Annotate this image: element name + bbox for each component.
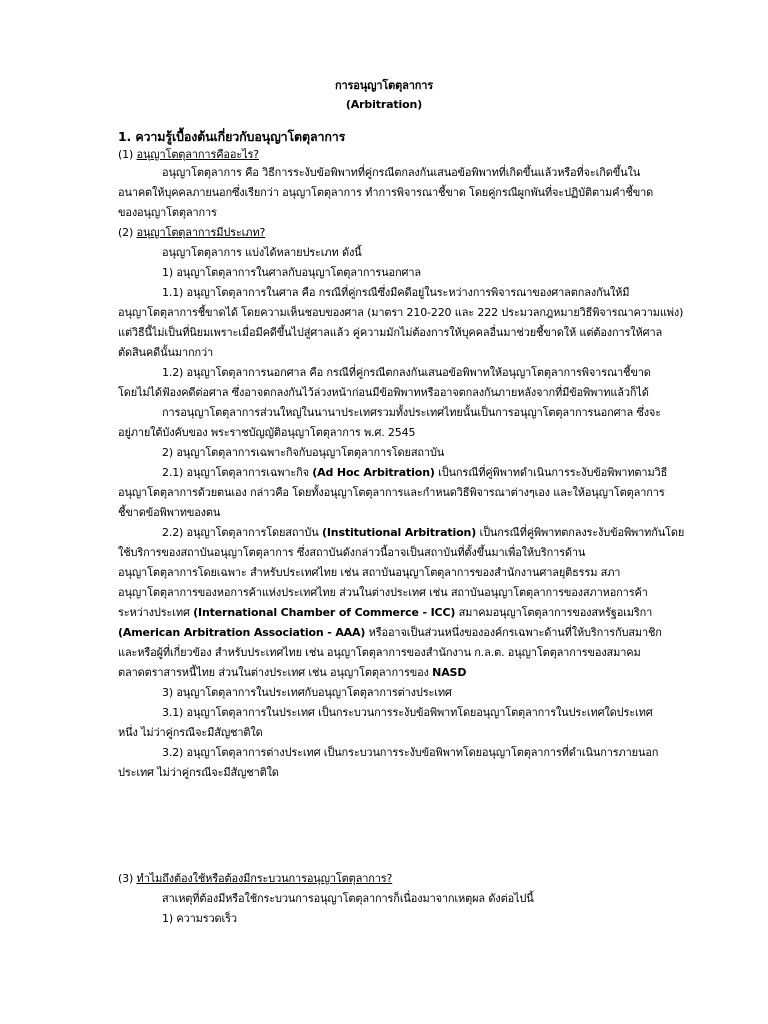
question-number: (2) [118, 226, 137, 239]
question-2 [118, 224, 768, 242]
paragraph-line: อนุญาโตตุลาการโดยเฉพาะ สำหรับประเทศไทย เช่น สถาบันอนุญาโตตุลาการของสำนักงานศาลยุติธรรม สภา [118, 566, 621, 579]
paragraph-line: ชี้ขาดข้อพิพาทของตน [118, 506, 221, 519]
paragraph-line [118, 664, 768, 682]
type-heading: 1) อนุญาโตตุลาการในศาลกับอนุญาโตตุลาการนอกศาล [162, 266, 421, 279]
paragraph-line: อนุญาโตตุลาการของหอการค้าแห่งประเทศไทย ส่วนในต่างประเทศ เช่น สถาบันอนุญาโตตุลาการของสภาหอการค้า [118, 586, 648, 599]
text-run: ระหว่างประเทศ [118, 606, 194, 619]
question-number: (1) [118, 148, 137, 161]
question-number: (3) [118, 872, 137, 885]
paragraph-line [162, 524, 768, 542]
paragraph-line [118, 624, 768, 642]
paragraph-line: 1) ความรวดเร็ว [162, 912, 237, 925]
paragraph-line: ใช้บริการของสถาบันอนุญาโตตุลาการ ซึ่งสถาบันดังกล่าวนี้อาจเป็นสถาบันที่ตั้งขึ้นมาเพื่อให้บริการด้าน [118, 546, 586, 559]
question-label: ทำไมถึงต้องใช้หรือต้องมีกระบวนการอนุญาโตตุลาการ? [136, 872, 393, 885]
question-1 [118, 146, 768, 164]
text-run: 2.2) อนุญาโตตุลาการโดยสถาบัน [162, 526, 322, 539]
text-run: เป็นกรณีที่คู่พิพาทดำเนินการระงับข้อพิพาทตามวิธี [434, 466, 668, 479]
paragraph-line: อนุญาโตตุลาการด้วยตนเอง กล่าวคือ โดยทั้งอนุญาโตตุลาการและกำหนดวิธีพิจารณาต่างๆเอง และให้อนุญาโตตุลาการ [118, 486, 665, 499]
paragraph-line: อนาคตให้บุคคลภายนอกซึ่งเรียกว่า อนุญาโตตุลาการ ทำการพิจารณาชี้ขาด โดยคู่กรณีผูกพันที่จะปฏิบัติตามคำชี้ขาด [118, 186, 654, 199]
section-heading: 1. ความรู้เบื้องต้นเกี่ยวกับอนุญาโตตุลาการ [118, 129, 346, 144]
paragraph-line: การอนุญาโตตุลาการส่วนใหญ่ในนานาประเทศรวมทั้งประเทศไทยนั้นเป็นการอนุญาโตตุลาการนอกศาล ซึ่งจะ [162, 406, 661, 419]
text-run: หรืออาจเป็นส่วนหนึ่งขององค์กรเฉพาะด้านที่ให้บริการกับสมาชิก [365, 626, 662, 639]
question-3 [118, 870, 768, 888]
paragraph-line: สาเหตุที่ต้องมีหรือใช้กระบวนการอนุญาโตตุลาการก็เนื่องมาจากเหตุผล ดังต่อไปนี้ [162, 892, 534, 905]
question-label: อนุญาโตตุลาการคืออะไร? [136, 148, 259, 161]
paragraph-line: หนึ่ง ไม่ว่าคู่กรณีจะมีสัญชาติใด [118, 726, 263, 739]
paragraph-line [118, 604, 768, 622]
paragraph-line: ประเทศ ไม่ว่าคู่กรณีจะมีสัญชาติใด [118, 766, 279, 779]
paragraph-line: อนุญาโตตุลาการ แบ่งได้หลายประเภท ดังนี้ [162, 246, 362, 259]
type-heading: 3) อนุญาโตตุลาการในประเทศกับอนุญาโตตุลาการต่างประเทศ [162, 686, 452, 699]
paragraph-line: 1.2) อนุญาโตตุลาการนอกศาล คือ กรณีที่คู่กรณีตกลงกันเสนอข้อพิพาทให้อนุญาโตตุลาการพิจารณาชี้ขาด [162, 366, 651, 379]
paragraph-line: อนุญาโตตุลาการ คือ วิธีการระงับข้อพิพาทที่คู่กรณีตกลงกันเสนอข้อพิพาทที่เกิดขึ้นแล้วหรือที่จะเกิดขึ้นใน [162, 166, 641, 179]
page-title: การอนุญาโตตุลาการ [334, 79, 434, 92]
paragraph-line: อยู่ภายใต้บังคับของ พระราชบัญญัติอนุญาโตตุลาการ พ.ศ. 2545 [118, 426, 416, 439]
paragraph-line: แต่วิธีนี้ไม่เป็นที่นิยมเพราะเมื่อมีคดีขึ้นไปสู่ศาลแล้ว คู่ความมักไม่ต้องการให้บุคคลอื่นมาช่วยชี้ขาดให้ แต่ต้องการให้ศาล [118, 326, 663, 339]
question-label: อนุญาโตตุลาการมีประเภท? [136, 226, 266, 239]
type-heading: 2) อนุญาโตตุลาการเฉพาะกิจกับอนุญาโตตุลาการโดยสถาบัน [162, 446, 445, 459]
text-run: เป็นกรณีที่คู่พิพาทตกลงระงับข้อพิพาทกันโดย [476, 526, 685, 539]
paragraph-line: โดยไม่ได้ฟ้องคดีต่อศาล ซึ่งอาจตกลงกันไว้ล่วงหน้าก่อนมีข้อพิพาทหรืออาจตกลงกันภายหลังจากที่มีข้อพิพาทแล้วก็ได้ [118, 386, 649, 399]
paragraph-line: ของอนุญาโตตุลาการ [118, 206, 217, 219]
term: (Institutional Arbitration) [321, 526, 477, 539]
paragraph-line: 1.1) อนุญาโตตุลาการในศาล คือ กรณีที่คู่กรณีซึ่งมีคดีอยู่ในระหว่างการพิจารณาของศาลตกลงกันให้มี [162, 286, 630, 299]
text-run: สมาคมอนุญาโตตุลาการของสหรัฐอเมริกา [455, 606, 653, 619]
paragraph-line: อนุญาโตตุลาการชี้ขาดได้ โดยความเห็นชอบของศาล (มาตรา 210-220 และ 222 ประมวลกฎหมายวิธีพิจารณาความแพ่ง) [118, 306, 684, 319]
term: (Ad Hoc Arbitration) [312, 466, 435, 479]
page-subtitle: (Arbitration) [345, 98, 423, 111]
paragraph-line: ตัดสินคดีนั้นมากกว่า [118, 346, 214, 359]
term: (American Arbitration Association - AAA) [118, 626, 366, 639]
term: (International Chamber of Commerce - ICC) [193, 606, 456, 619]
paragraph-line [162, 464, 768, 482]
text-run: 2.1) อนุญาโตตุลาการเฉพาะกิจ [162, 466, 313, 479]
paragraph-line: 3.1) อนุญาโตตุลาการในประเทศ เป็นกระบวนการระงับข้อพิพาทโดยอนุญาโตตุลาการในประเทศใดประเทศ [162, 706, 653, 719]
term: NASD [432, 666, 467, 679]
text-run: ตลาดตราสารหนี้ไทย ส่วนในต่างประเทศ เช่น อนุญาโตตุลาการของ [118, 666, 433, 679]
paragraph-line: และหรือผู้ที่เกี่ยวข้อง สำหรับประเทศไทย เช่น อนุญาโตตุลาการของสำนักงาน ก.ล.ต. อนุญาโตตุลาการของสมาคม [118, 646, 641, 659]
paragraph-line: 3.2) อนุญาโตตุลาการต่างประเทศ เป็นกระบวนการระงับข้อพิพาทโดยอนุญาโตตุลาการที่ดำเนินการภายนอก [162, 746, 659, 759]
